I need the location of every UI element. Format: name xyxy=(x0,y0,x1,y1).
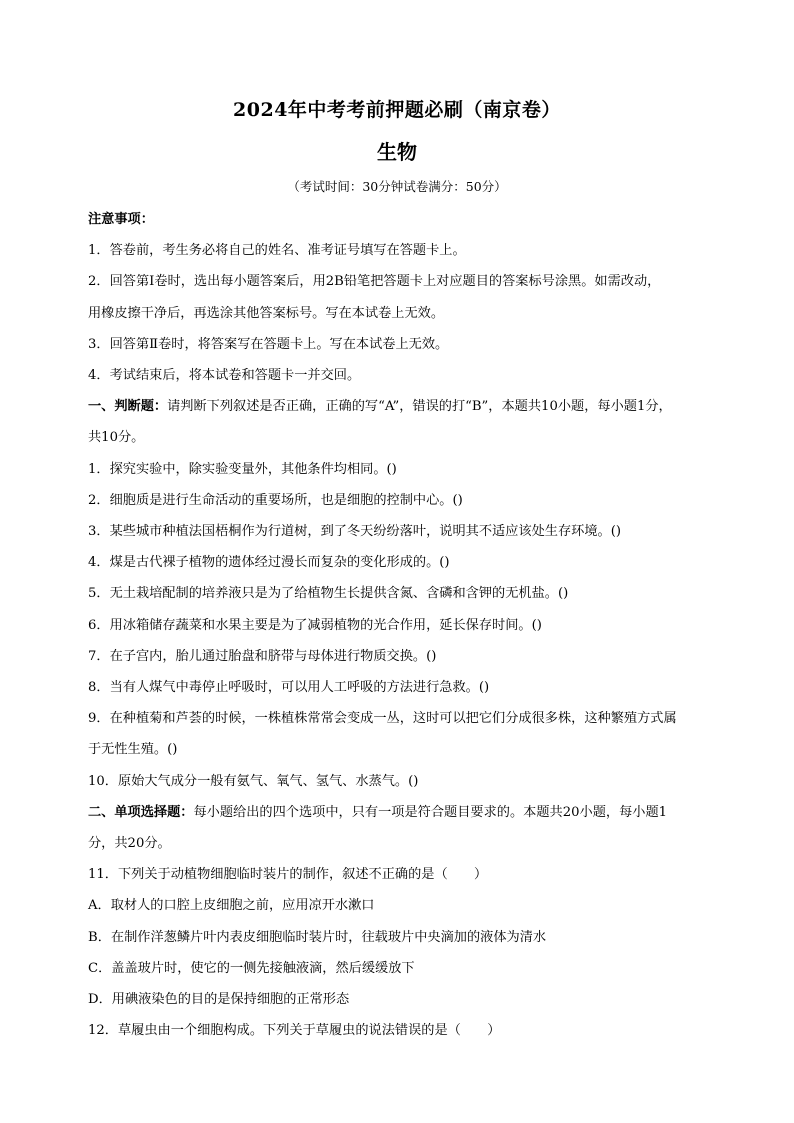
exam-content xyxy=(88,204,718,1046)
note-item: 用橡皮擦干净后，再选涂其他答案标号。写在本试卷上无效。 xyxy=(88,305,445,321)
question-item: 5．无土栽培配制的培养液只是为了给植物生长提供含氮、含磷和含钾的无机盐。() xyxy=(88,586,569,602)
section1-intro-text: 请判断下列叙述是否正确，正确的写“A”，错误的打“B”，本题共10小题，每小题1分， xyxy=(167,399,672,415)
note-item: 1．答卷前，考生务必将自己的姓名、准考证号填写在答题卡上。 xyxy=(88,243,466,259)
question-item: 6．用冰箱储存蔬菜和水果主要是为了减弱植物的光合作用，延长保存时间。() xyxy=(88,617,542,633)
section2-intro xyxy=(88,797,718,828)
option-c: C．盖盖玻片时，使它的一侧先接触液滴，然后缓缓放下 xyxy=(88,960,415,976)
question-stem: 12．草履虫由一个细胞构成。下列关于草履虫的说法错误的是（ ） xyxy=(88,1023,501,1039)
notes-heading: 注意事项： xyxy=(88,212,154,227)
question-item: 2．细胞质是进行生命活动的重要场所，也是细胞的控制中心。() xyxy=(88,492,463,508)
section1-intro-cont: 共10分。 xyxy=(88,430,145,446)
question-item: 4．煤是古代裸子植物的遗体经过漫长而复杂的变化形成的。() xyxy=(88,555,450,571)
note-item: 3．回答第Ⅱ卷时，将答案写在答题卡上。写在本试卷上无效。 xyxy=(88,336,449,352)
exam-info: （考试时间：30分钟试卷满分：50分） xyxy=(287,179,507,194)
option-d: D．用碘液染色的目的是保持细胞的正常形态 xyxy=(88,992,350,1008)
section2-label: 二、单项选择题： xyxy=(88,804,194,820)
question-item: 8．当有人煤气中毒停止呼吸时，可以用人工呼吸的方法进行急救。() xyxy=(88,680,490,696)
question-item: 9．在种植菊和芦荟的时候，一株植株常常会变成一丛，这时可以把它们分成很多株，这种繁殖方式属 xyxy=(88,711,677,727)
page-title: 2024年中考考前押题必刷（南京卷） xyxy=(233,99,561,121)
question-item: 7．在子宫内，胎儿通过胎盘和脐带与母体进行物质交换。() xyxy=(88,648,437,664)
section1-intro xyxy=(88,391,718,422)
option-a: A．取材人的口腔上皮细胞之前，应用凉开水漱口 xyxy=(88,898,375,914)
subject-title: 生物 xyxy=(377,140,417,164)
section1-label: 一、判断题： xyxy=(88,399,168,415)
question-item: 3．某些城市种植法国梧桐作为行道树，到了冬天纷纷落叶，说明其不适应该处生存环境。() xyxy=(88,524,621,540)
question-item: 10．原始大气成分一般有氨气、氧气、氢气、水蒸气。() xyxy=(88,773,419,789)
question-item: 于无性生殖。() xyxy=(88,742,178,758)
section2-intro-cont: 分，共20分。 xyxy=(88,836,171,852)
note-item: 2．回答第Ⅰ卷时，选出每小题答案后，用2B铅笔把答题卡上对应题目的答案标号涂黑。如需改动， xyxy=(88,274,661,290)
question-stem: 11．下列关于动植物细胞临时装片的制作，叙述不正确的是（ ） xyxy=(88,867,488,883)
note-item: 4．考试结束后，将本试卷和答题卡一并交回。 xyxy=(88,368,361,384)
question-item: 1．探究实验中，除实验变量外，其他条件均相同。() xyxy=(88,461,397,477)
section2-intro-text: 每小题给出的四个选项中，只有一项是符合题目要求的。本题共20小题，每小题1 xyxy=(193,804,668,820)
option-b: B．在制作洋葱鳞片叶内表皮细胞临时装片时，往载玻片中央滴加的液体为清水 xyxy=(88,929,547,945)
